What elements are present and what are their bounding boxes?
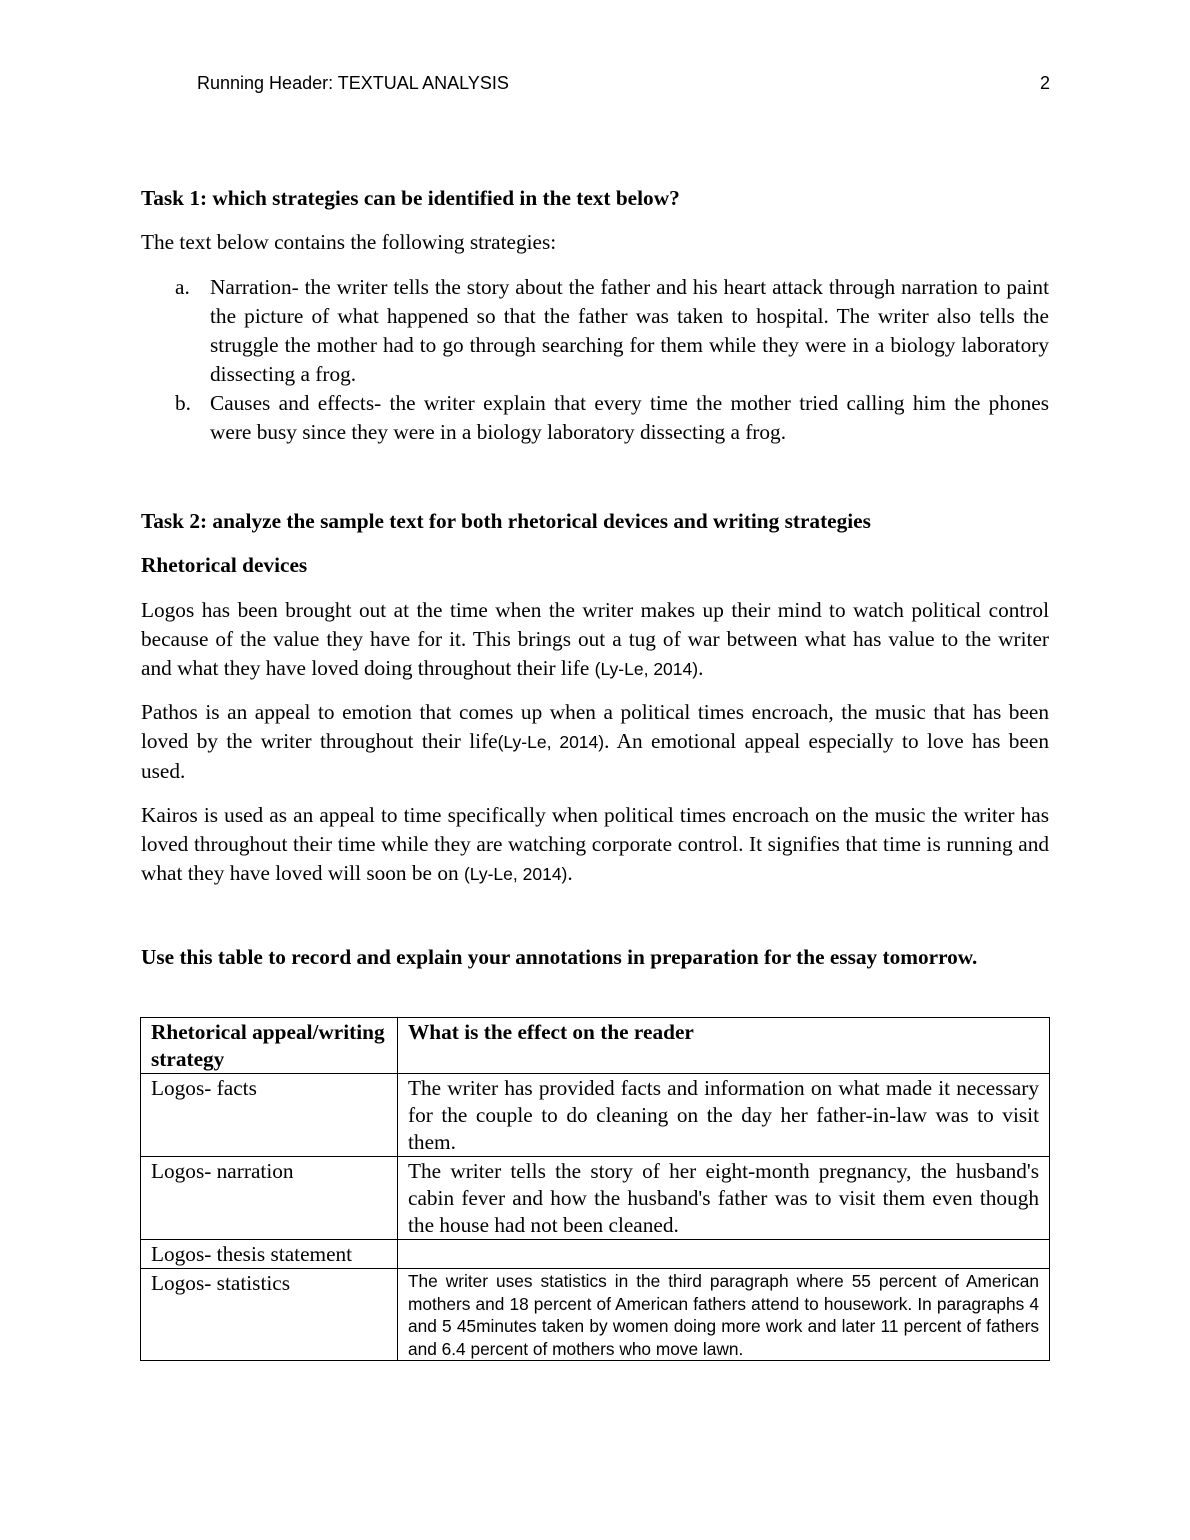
paragraph-text: Logos has been brought out at the time when the writer makes up their mind to watch political control because of the value they have for it. This brings out a tug of war between what has value to the writer and what they have loved doing throughout their life — [141, 598, 1049, 680]
page-number: 2 — [1039, 73, 1050, 93]
task2-heading: Task 2: analyze the sample text for both rhetorical devices and writing strategies — [141, 509, 871, 533]
table-instruction: Use this table to record and explain your annotations in preparation for the essay tomorrow. — [141, 945, 978, 969]
list-marker: b. — [175, 391, 191, 415]
table-row — [141, 1269, 1050, 1361]
paragraph-text: Kairos is used as an appeal to time specifically when political times encroach on the music the writer has loved throughout their time while they are watching corporate control. It signifies that time is running and what they have loved will soon be on — [141, 803, 1049, 885]
table-row — [141, 1157, 1050, 1240]
strategy-cell: Logos- facts — [141, 1074, 398, 1157]
column-header-effect: What is the effect on the reader — [398, 1018, 1050, 1074]
rhetorical-devices-subheading: Rhetorical devices — [141, 553, 308, 577]
column-header-strategy: Rhetorical appeal/writing strategy — [141, 1018, 398, 1074]
strategy-cell: Logos- narration — [141, 1157, 398, 1240]
citation: (Ly-Le, 2014) — [497, 732, 605, 752]
table-row — [141, 1074, 1050, 1157]
list-item-text: Narration- the writer tells the story about the father and his heart attack through narration to paint the picture of what happened so that the father was taken to hospital. The writer also tells the struggle the mother had to go through searching for them while they were in a biology laboratory dissecting a frog. — [210, 275, 1049, 386]
strategy-cell: Logos- statistics — [141, 1269, 398, 1361]
effect-cell: The writer has provided facts and information on what made it necessary for the couple to do cleaning on the day her father-in-law was to visit them. — [398, 1074, 1050, 1157]
effect-cell — [398, 1240, 1050, 1269]
pathos-paragraph — [141, 698, 1049, 786]
paragraph-tail: . — [567, 861, 573, 885]
kairos-paragraph — [141, 801, 1049, 889]
paragraph-tail: . — [698, 656, 704, 680]
paragraph-tail: . An emotional appeal especially to love has been used. — [141, 729, 1050, 783]
list-marker: a. — [175, 275, 190, 299]
strategy-cell: Logos- thesis statement — [141, 1240, 398, 1269]
table-header-row — [141, 1018, 1050, 1074]
table-row — [141, 1240, 1050, 1269]
annotation-table — [140, 1017, 1050, 1361]
task1-heading: Task 1: which strategies can be identified in the text below? — [141, 186, 680, 210]
logos-paragraph — [141, 596, 1049, 684]
effect-cell: The writer tells the story of her eight-month pregnancy, the husband's cabin fever and how the husband's father was to visit them even though the house had not been cleaned. — [398, 1157, 1050, 1240]
task1-intro: The text below contains the following strategies: — [141, 230, 557, 254]
list-item-text: Causes and effects- the writer explain that every time the mother tried calling him the phones were busy since they were in a biology laboratory dissecting a frog. — [210, 391, 1049, 444]
paragraph-text: Pathos is an appeal to emotion that comes up when a political times encroach, the music that has been loved by the writer throughout their life — [141, 700, 1049, 753]
citation: (Ly-Le, 2014) — [463, 864, 568, 884]
running-header: Running Header: TEXTUAL ANALYSIS — [197, 73, 509, 93]
effect-cell: The writer uses statistics in the third paragraph where 55 percent of American mothers and 18 percent of American fathers attend to housework. In paragraphs 4 and 5 45minutes taken by women doing more work and later 11 percent of fathers and 6.4 percent of mothers who move lawn. — [398, 1269, 1050, 1361]
citation: (Ly-Le, 2014) — [594, 659, 699, 679]
